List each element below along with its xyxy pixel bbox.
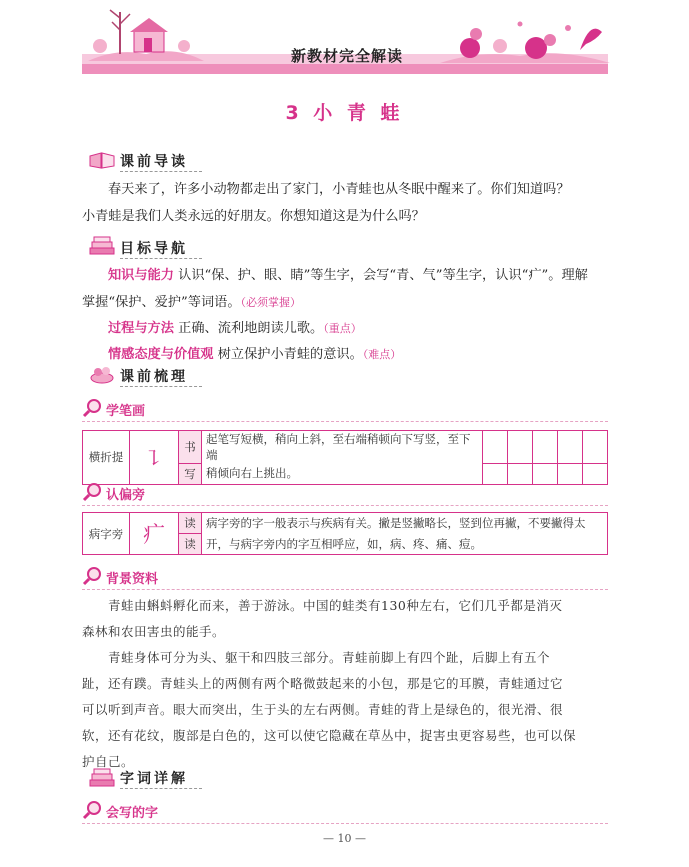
stroke-label-2: 写	[179, 463, 202, 484]
strokes-heading: 学笔画	[106, 404, 146, 419]
goal-process-text: 正确、流利地朗读儿歌。	[178, 321, 324, 336]
section-words-heading: 字词详解	[120, 771, 188, 787]
radical-name: 病字旁	[83, 513, 130, 555]
background-p2b: 趾，还有蹼。青蛙头上的两侧有两个略微鼓起来的小包，那是它的耳膜，青蛙通过它	[82, 676, 564, 691]
radical-label-1: 读	[179, 513, 202, 534]
goal-emotion-note: （难点）	[362, 348, 402, 361]
preview-line-2: 小青蛙是我们人类永远的好朋友。你想知道这是为什么吗？	[82, 209, 425, 224]
stroke-glyph: ㇊	[130, 431, 179, 485]
goal-knowledge	[82, 262, 608, 289]
goal-knowledge-note: （必须掌握）	[240, 296, 302, 309]
radical-desc-2: 开，与病字旁内的字互相呼应，如，病、疼、痛、痘。	[202, 534, 608, 555]
background-p1a: 青蛙由蝌蚪孵化而来，善于游泳。中国的蛙类有130种左右，它们几乎都是消灭	[108, 598, 563, 613]
goal-emotion-label: 情感态度与价值观	[108, 347, 214, 362]
magnifier-icon	[82, 800, 104, 820]
radicals-heading: 认偏旁	[106, 488, 146, 503]
page-number: — 10 —	[323, 832, 366, 845]
divider	[82, 822, 608, 824]
background-p2e: 护自己。	[82, 754, 135, 769]
books-stack-icon	[88, 768, 116, 788]
background-p1b: 森林和农田害虫的能手。	[82, 624, 226, 639]
background-p2d: 软，还有花纹，腹部是白色的，这可以使它隐藏在草丛中，捉害虫更容易些，也可以保	[82, 728, 577, 743]
stroke-name: 横折提	[83, 431, 130, 485]
goal-process-note: （重点）	[323, 322, 362, 335]
section-preview-heading: 课前导读	[120, 154, 188, 170]
divider	[82, 504, 608, 506]
writable-heading: 会写的字	[106, 806, 159, 821]
background-p2a: 青蛙身体可分为头、躯干和四肢三部分。青蛙前脚上有四个趾，后脚上有五个	[108, 650, 551, 665]
book-title: 新教材完全解读	[290, 47, 403, 65]
radical-table	[82, 512, 608, 555]
section-sorting-heading: 课前梳理	[120, 369, 188, 385]
section-underline	[120, 787, 202, 789]
magnifier-icon	[82, 482, 104, 502]
section-underline	[120, 257, 202, 259]
divider	[82, 420, 608, 422]
stroke-table	[82, 430, 608, 485]
goal-process	[82, 315, 608, 342]
section-underline	[120, 385, 202, 387]
magnifier-icon	[82, 398, 104, 418]
magnifier-icon	[82, 566, 104, 586]
stroke-desc-1: 起笔写短横，稍向上斜，至右端稍顿向下写竖，至下端	[202, 431, 483, 464]
stroke-label-1: 书	[179, 431, 202, 464]
goal-knowledge-label: 知识与能力	[108, 268, 174, 283]
radical-desc-1: 病字旁的字一般表示与疾病有关。撇是竖撇略长，竖到位再撇，不要撇得太	[202, 513, 608, 534]
preview-line-1: 春天来了，许多小动物都走出了家门，小青蛙也从冬眠中醒来了。你们知道吗？	[108, 182, 570, 197]
book-icon	[88, 150, 116, 170]
goal-emotion	[82, 341, 608, 368]
stroke-desc-2: 稍倾向右上挑出。	[202, 463, 483, 484]
radical-label-2: 读	[179, 534, 202, 555]
goal-process-label: 过程与方法	[108, 321, 174, 336]
divider	[82, 588, 608, 590]
goal-knowledge-cont	[82, 289, 608, 316]
flower-pot-icon	[88, 364, 116, 384]
section-underline	[120, 170, 202, 172]
background-heading: 背景资料	[106, 572, 159, 587]
house-tree-illustration	[86, 6, 206, 62]
section-goals-heading: 目标导航	[120, 241, 188, 257]
lesson-title: 3 小 青 蛙	[285, 102, 404, 124]
background-p2c: 可以听到声音。眼大而突出，生于头的左右两侧。青蛙的背上是绿色的，很光滑、很	[82, 702, 564, 717]
goal-emotion-text: 树立保护小青蛙的意识。	[217, 347, 363, 362]
books-stack-icon	[88, 236, 116, 256]
radical-glyph: 疒	[130, 513, 179, 555]
floral-illustration	[440, 10, 610, 64]
goal-knowledge-text: 认识“保、护、眼、睛”等生字，会写“青、气”等生字，认识“疒”。理解	[178, 268, 588, 283]
goal-knowledge-text-2: 掌握“保护、爱护”等词语。	[82, 295, 241, 310]
